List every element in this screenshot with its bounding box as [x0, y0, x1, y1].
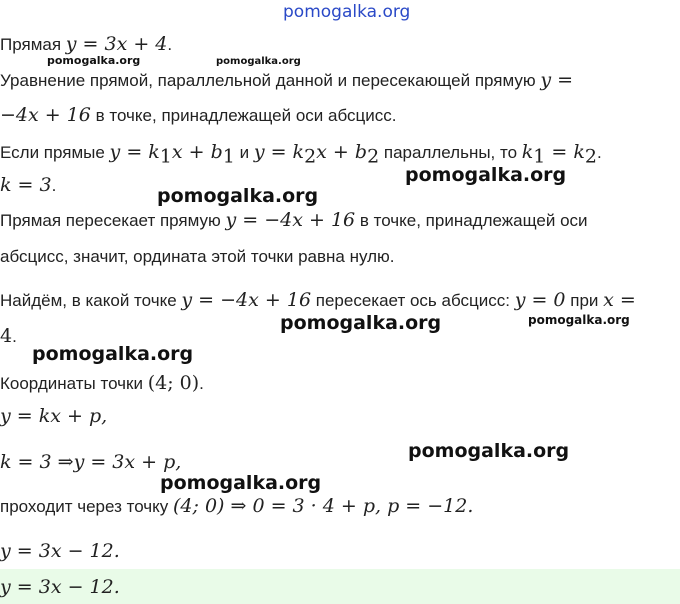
math-expression: y = kx + p — [0, 405, 102, 427]
text: пересекает ось абсцисс: — [311, 291, 515, 310]
watermark: pomogalka.org — [280, 312, 442, 334]
text: . — [12, 327, 17, 346]
text: . — [167, 35, 173, 54]
watermark: pomogalka.org — [528, 313, 630, 327]
watermark: pomogalka.org — [160, 472, 322, 494]
answer-expression: y = 3x − 12 — [0, 576, 114, 598]
subscript: 2 — [584, 145, 597, 168]
subscript: 2 — [304, 145, 317, 168]
line-3 — [0, 104, 396, 127]
text: . — [199, 374, 204, 393]
math-expression: (4; 0) ⇒ 0 = 3 · 4 + p, p = −12 — [173, 495, 468, 517]
math-expression: y = −4x + 16 — [225, 209, 356, 231]
math-expression: y = 3x + 4 — [65, 33, 168, 55]
watermark: pomogalka.org — [157, 185, 319, 207]
text: Найдём, в какой точке — [0, 291, 182, 310]
subscript: 1 — [222, 145, 235, 168]
line-6 — [0, 209, 588, 232]
text: Координаты точки — [0, 374, 148, 393]
text: Если прямые — [0, 143, 110, 162]
text: абсцисс, значит, ордината этой точки равна нулю. — [0, 247, 395, 266]
watermark: pomogalka.org — [47, 54, 141, 67]
math-expression: y = −4x + 16 — [181, 289, 312, 311]
math-expression: k = 3 — [0, 174, 52, 196]
text: в точке, принадлежащей оси — [355, 211, 588, 230]
text: . — [113, 576, 120, 598]
math-expression: x + b — [171, 141, 223, 163]
line-10 — [0, 372, 204, 395]
line-14 — [0, 540, 120, 563]
math-expression: 4 — [0, 325, 13, 347]
line-12 — [0, 451, 181, 474]
math-expression: y = 3x − 12 — [0, 540, 114, 562]
line-1 — [0, 33, 172, 56]
text: . — [51, 176, 57, 195]
text: . — [467, 495, 474, 517]
text: и — [234, 143, 254, 162]
text: . — [597, 143, 602, 162]
line-5 — [0, 174, 56, 197]
line-2 — [0, 69, 573, 92]
watermark: pomogalka.org — [32, 343, 194, 365]
text: Прямая — [0, 35, 66, 54]
math-expression: y = — [540, 69, 574, 91]
text: Прямая пересекает прямую — [0, 211, 226, 230]
math-expression: = k — [545, 141, 585, 163]
watermark: pomogalka.org — [216, 56, 301, 67]
line-8 — [0, 289, 636, 312]
math-expression: k — [521, 141, 534, 163]
line-13 — [0, 495, 473, 518]
text: параллельны, то — [379, 143, 522, 162]
math-expression: y = 3x + p — [73, 451, 176, 473]
math-expression: −4x + 16 — [0, 104, 91, 126]
text: проходит через точку — [0, 497, 173, 516]
answer-line — [0, 576, 120, 599]
math-expression: y = k — [253, 141, 305, 163]
text: при — [565, 291, 604, 310]
line-9 — [0, 325, 17, 348]
math-expression: (4; 0) — [147, 372, 200, 394]
math-expression: x + b — [316, 141, 368, 163]
text: . — [113, 540, 120, 562]
text: , — [175, 451, 182, 473]
math-expression: y = k — [109, 141, 160, 163]
math-expression: x = — [603, 289, 636, 311]
line-7 — [0, 246, 395, 268]
line-11 — [0, 405, 107, 428]
subscript: 1 — [159, 145, 172, 168]
text: , — [101, 405, 108, 427]
subscript: 1 — [533, 145, 546, 168]
site-brand[interactable]: pomogalka.org — [283, 2, 411, 22]
implies-symbol: ⇒ — [51, 451, 74, 473]
text: в точке, принадлежащей оси абсцисс. — [90, 106, 397, 125]
watermark: pomogalka.org — [408, 440, 570, 462]
math-expression: k = 3 — [0, 451, 52, 473]
text: Уравнение прямой, параллельной данной и пересекающей прямую — [0, 71, 541, 90]
math-expression: y = 0 — [514, 289, 566, 311]
subscript: 2 — [367, 145, 380, 168]
watermark: pomogalka.org — [405, 164, 567, 186]
